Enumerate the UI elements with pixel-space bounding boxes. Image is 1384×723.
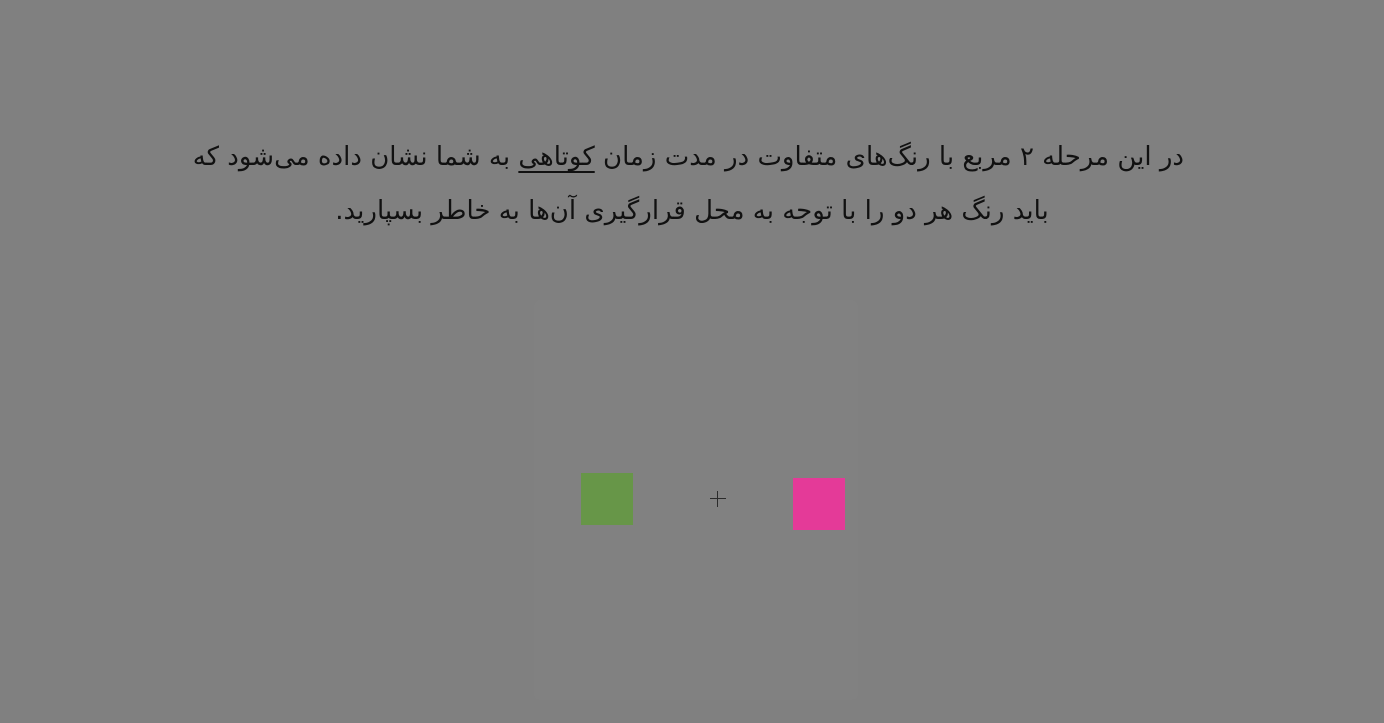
instruction-line-2: باید رنگ هر دو را با توجه به محل قرارگیری آن‌ها به خاطر بسپارید. xyxy=(335,196,1049,226)
instruction-line-1-end: به شما نشان داده می‌شود که xyxy=(192,142,519,172)
left-color-square xyxy=(581,473,633,525)
right-color-square xyxy=(793,478,845,530)
instruction-line-1 xyxy=(192,130,1184,184)
fixation-cross-icon xyxy=(708,489,728,509)
instruction-text xyxy=(192,130,1184,238)
emphasized-word: کوتاهی xyxy=(518,142,595,172)
instruction-line-1-start: در این مرحله ۲ مربع با رنگ‌های متفاوت در مدت زمان xyxy=(594,142,1184,172)
